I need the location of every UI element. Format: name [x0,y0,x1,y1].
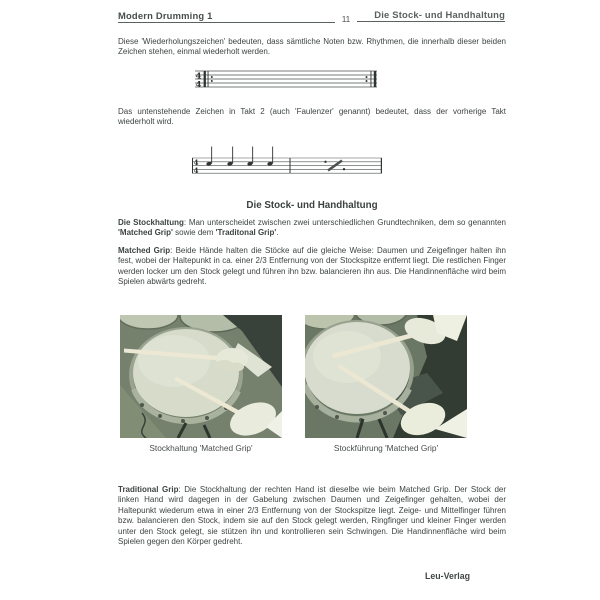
mid-barline [290,158,291,173]
time-signature-bottom: 4 [195,79,202,90]
caption-left-photo: Stockhaltung 'Matched Grip' [149,443,253,453]
header-rule-right [357,21,505,22]
photo-stockhaltung-matched-grip [120,315,282,438]
paragraph-repeat-signs: Diese 'Wiederholungszeichen' bedeuten, dass sämtliche Noten bzw. Rhythmen, die innerhalb dieser beiden Zeichen stehen, einmal wiederholt werden. [118,37,506,57]
drum-head-highlight [313,331,381,383]
header-chapter-title: Die Stock- und Handhaltung [374,9,505,20]
page-number: 11 [341,14,351,24]
paragraph-matched-grip: Matched Grip: Beide Hände halten die Stöcke auf die gleiche Weise: Daumen und Zeigefinger halten ihn fest, wobei der Haltepunkt in ca. einer 2/3 Entfernung von der Stockspitze entfernt liegt. Die restlichen Finger werden locker um den Stock gelegt und führen ihn bzw. balancieren ihn aus. Die Handinnenfläche wird beim Spielen abwärts gedreht. [118,246,506,287]
paragraph-traditional-grip: Traditional Grip: Die Stockhaltung der rechten Hand ist dieselbe wie beim Matched Grip. Der Stock der linken Hand wird dagegen in der Gabelung zwischen Daumen und Zeigefinger gehalten, wobei der Haltepunkt wiederum etwa in einer 2/3 Entfernung von der Stockspitze liegt. Zeige- und Mittelfinger führen bzw. balancieren den Stock, indem sie auf den Stock gelegt werden, Ringfinger und kleiner Finger werden unter den Stock gelegt, sie stützen ihn und kontrollieren sein Schwingen. Die Handinnenfläche wird beim Spielen gegen den Körper gedreht. [118,485,507,547]
paragraph-faulenzer: Das untenstehende Zeichen in Takt 2 (auch 'Faulenzer' genannt) bedeutet, dass der vorherige Takt wiederholt wird. [118,107,506,127]
paragraph-stockhaltung: Die Stockhaltung: Man unterscheidet zwischen zwei unterschiedlichen Grundtechniken, dem so genannten 'Matched Grip' sowie dem 'Traditonal Grip'. [118,218,506,238]
quarter-notes [206,147,273,167]
photo-stockfuehrung-matched-grip [305,315,467,438]
header-rule-left [118,22,335,23]
music-staff-faulenzer-example [189,142,385,186]
header-book-title: Modern Drumming 1 [118,10,213,21]
end-barline [381,158,382,173]
time-signature-top: 4 [193,158,199,168]
drum-head-highlight [138,335,210,387]
caption-right-photo: Stockführung 'Matched Grip' [333,443,439,453]
section-heading: Die Stock- und Handhaltung [246,200,378,211]
time-signature-top: 4 [195,71,202,82]
publisher-name: Leu-Verlag [425,571,470,581]
time-signature-bottom: 4 [193,166,199,175]
music-staff-repeat-signs [189,59,379,93]
